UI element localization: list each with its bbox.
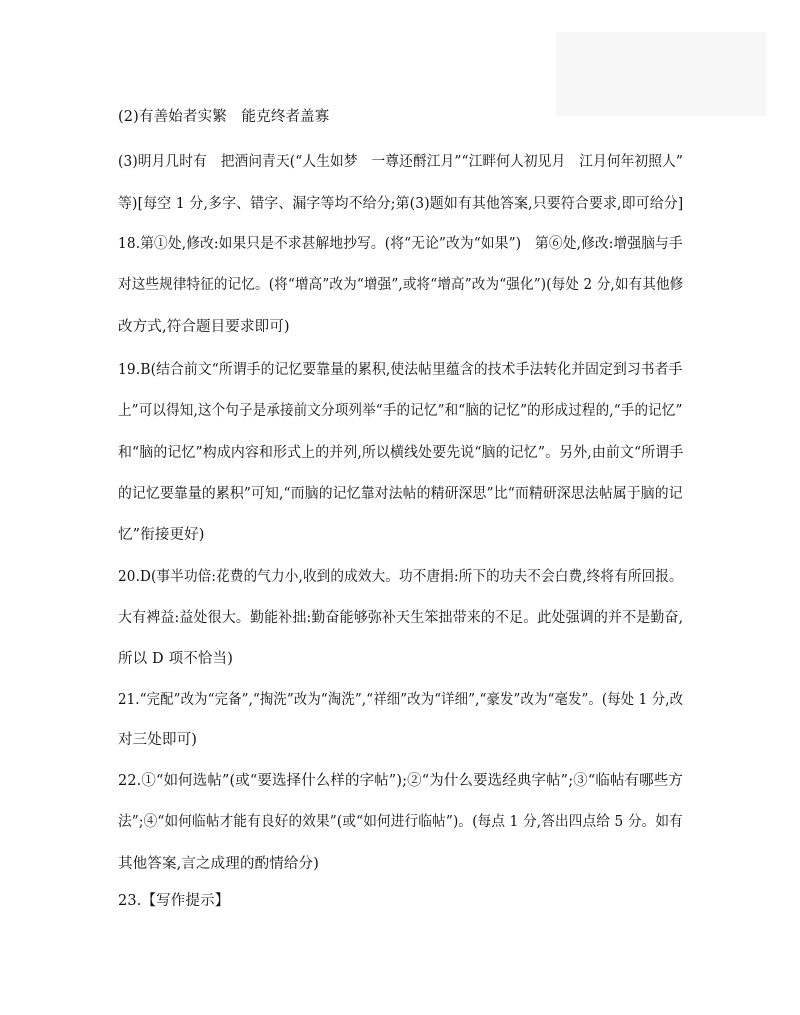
answer-line: 19.B(结合前文“所谓手的记忆要靠量的累积,使法帖里蕴含的技术手法转化并固定到习书者手 xyxy=(118,362,683,378)
answer-line: 大有裨益:益处很大。勤能补拙:勤奋能够弥补天生笨拙带来的不足。此处强调的并不是勤奋, xyxy=(118,610,684,626)
answer-line: 对这些规律特征的记忆。(将“增高”改为“增强”,或将“增高”改为“强化”)(每处 2 分,如有其他修 xyxy=(118,277,684,293)
answer-line: 所以 D 项不恰当) xyxy=(118,651,234,667)
answer-line: (2)有善始者实繁 能克终者盖寡 xyxy=(118,109,330,125)
answer-line: 忆”衔接更好) xyxy=(118,527,205,543)
answer-line: 的记忆要靠量的累积”可知,“而脑的记忆靠对法帖的精研深思”比“而精研深思法帖属于脑的记 xyxy=(118,486,683,502)
answer-line: 其他答案,言之成理的酌情给分) xyxy=(118,856,320,872)
section-heading: 23.【写作提示】 xyxy=(118,893,230,909)
answer-line: 对三处即可) xyxy=(118,732,198,748)
answer-line: 18.第①处,修改:如果只是不求甚解地抄写。(将“无论”改为“如果”) 第⑥处,修改:增强脑与手 xyxy=(118,236,683,252)
answer-line: 和“脑的记忆”构成内容和形式上的并列,所以横线处要先说“脑的记忆”。另外,由前文“所谓手 xyxy=(118,445,684,461)
answer-line: 20.D(事半功倍:花费的气力小,收到的成效大。功不唐捐:所下的功夫不会白费,终将有所回报。 xyxy=(118,569,683,585)
answer-line: 上”可以得知,这个句子是承接前文分项列举“手的记忆”和“脑的记忆”的形成过程的,“手的记忆” xyxy=(118,403,683,419)
answer-line: 22.①“如何选帖”(或“要选择什么样的字帖”);②“为什么要选经典字帖”;③“临帖有哪些方 xyxy=(118,773,683,789)
answer-line: 等)[每空 1 分,多字、错字、漏字等均不给分;第(3)题如有其他答案,只要符合要求,即可给分] xyxy=(118,196,684,212)
answer-line: 法”;④“如何临帖才能有良好的效果”(或“如何进行临帖”)。(每点 1 分,答出四点给 5 分。如有 xyxy=(118,814,683,830)
scan-shade xyxy=(556,32,766,116)
answer-line: 21.“完配”改为“完备”,“掏洗”改为“淘洗”,“祥细”改为“详细”,“豪发”改为“毫发”。(每处 1 分,改 xyxy=(118,692,684,708)
answer-line: (3)明月几时有 把酒问青天(“人生如梦 一尊还酹江月”“江畔何人初见月 江月何年初照人” xyxy=(118,154,684,170)
answer-line: 改方式,符合题目要求即可) xyxy=(118,319,290,335)
